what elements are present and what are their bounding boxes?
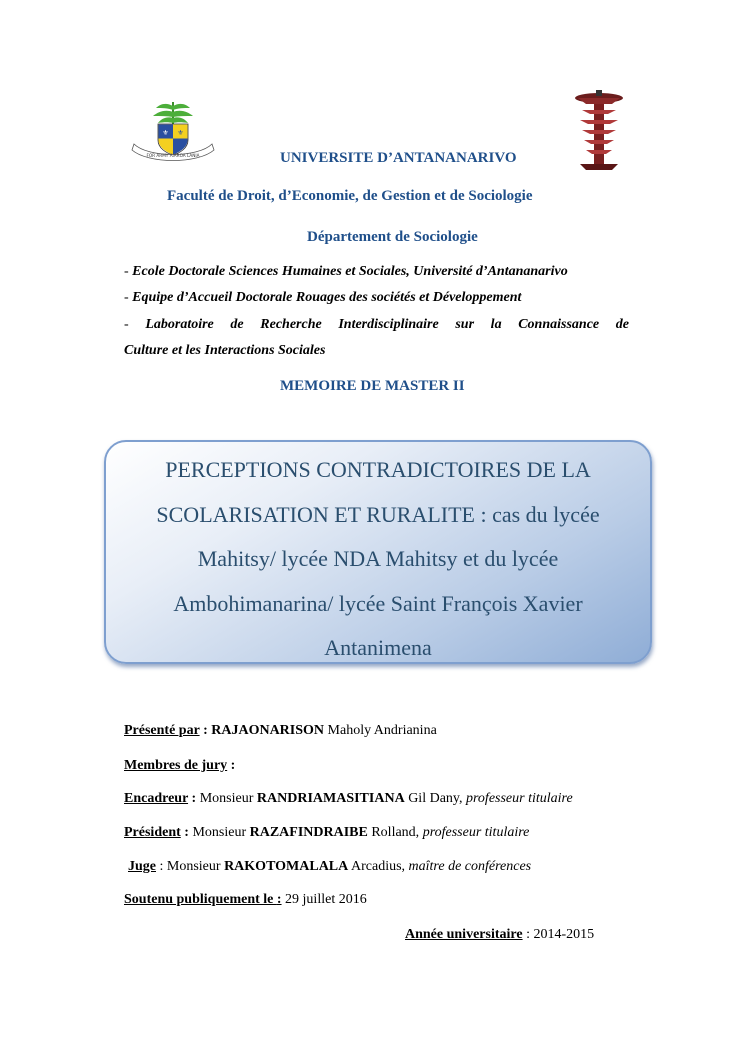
presented-sep: : xyxy=(199,723,212,738)
soutenu-label: Soutenu publiquement le xyxy=(124,892,277,907)
jury-heading xyxy=(124,758,235,774)
affiliation-labo xyxy=(124,317,629,333)
seal-motto: FOR ARMY AIAROA LANIA xyxy=(146,153,200,158)
affiliation-ecole xyxy=(124,264,568,280)
affiliation-ecole-text: Ecole Doctorale Sciences Humaines et Sociales, Université d’Antananarivo xyxy=(132,264,568,279)
encadreur-sep: : xyxy=(188,791,197,806)
author-firstname: Maholy Andrianina xyxy=(324,723,437,738)
svg-text:⚜: ⚜ xyxy=(162,129,169,137)
title-line: Antanimena xyxy=(324,635,432,660)
emblem-icon xyxy=(566,90,632,176)
affiliation-bullet: - xyxy=(124,290,133,305)
soutenu-sep: : xyxy=(276,892,282,907)
president-role: professeur titulaire xyxy=(419,825,530,840)
affiliation-equipe-text: Equipe d’Accueil Doctorale Rouages des sociétés et Développement xyxy=(132,290,522,305)
juge-label: Juge xyxy=(128,859,156,874)
defense-date: 29 juillet 2016 xyxy=(281,892,367,907)
affiliation-labo-continued: Culture et les Interactions Sociales xyxy=(124,343,326,358)
university-seal-icon xyxy=(128,98,218,164)
juge-line xyxy=(128,859,531,875)
presented-by xyxy=(124,723,437,739)
affiliation-bullet: - xyxy=(124,317,146,332)
presented-label: Présenté par xyxy=(124,723,200,738)
thesis-title xyxy=(104,448,652,671)
juge-firstname: Arcadius, xyxy=(348,859,406,874)
president-title: Monsieur xyxy=(188,825,250,840)
encadreur-title: Monsieur xyxy=(196,791,257,806)
academic-year-label: Année universitaire xyxy=(405,927,523,942)
encadreur-role: professeur titulaire xyxy=(462,791,573,806)
president-surname: RAZAFINDRAIBE xyxy=(249,825,368,840)
encadreur-label: Encadreur xyxy=(124,791,189,806)
affiliation-bullet: - xyxy=(124,264,133,279)
university-name: UNIVERSITE D’ANTANANARIVO xyxy=(280,150,517,166)
department-name: Département de Sociologie xyxy=(307,229,478,245)
academic-year-value: : 2014-2015 xyxy=(522,927,595,942)
president-sep: : xyxy=(180,825,189,840)
academic-year-line xyxy=(405,927,594,943)
title-line: Ambohimanarina/ lycée Saint François Xavier xyxy=(173,590,583,616)
jury-label: Membres de jury xyxy=(124,758,228,773)
juge-surname: RAKOTOMALALA xyxy=(224,859,349,874)
affiliation-labo-text: Laboratoire de Recherche Interdisciplinaire sur la Connaissance de xyxy=(145,317,629,332)
encadreur-line xyxy=(124,791,573,807)
juge-sep: : Monsieur xyxy=(156,859,225,874)
memoire-heading: MEMOIRE DE MASTER II xyxy=(280,378,465,394)
soutenu-line xyxy=(124,892,367,908)
encadreur-firstname: Gil Dany, xyxy=(404,791,463,806)
juge-role: maître de conférences xyxy=(405,859,532,874)
title-line: Mahitsy/ lycée NDA Mahitsy et du lycée xyxy=(197,546,559,571)
svg-text:⚜: ⚜ xyxy=(177,129,184,137)
affiliation-equipe xyxy=(124,290,521,306)
title-line: SCOLARISATION ET RURALITE : cas du lycée xyxy=(156,501,600,527)
president-label: Président xyxy=(124,825,181,840)
encadreur-surname: RANDRIAMASITIANA xyxy=(256,791,405,806)
jury-sep: : xyxy=(227,758,236,773)
author-surname: RAJAONARISON xyxy=(211,723,325,738)
president-line xyxy=(124,825,529,841)
president-firstname: Rolland, xyxy=(367,825,420,840)
faculty-name: Faculté de Droit, d’Economie, de Gestion et de Sociologie xyxy=(167,188,533,204)
title-line: PERCEPTIONS CONTRADICTOIRES DE LA xyxy=(165,457,591,482)
